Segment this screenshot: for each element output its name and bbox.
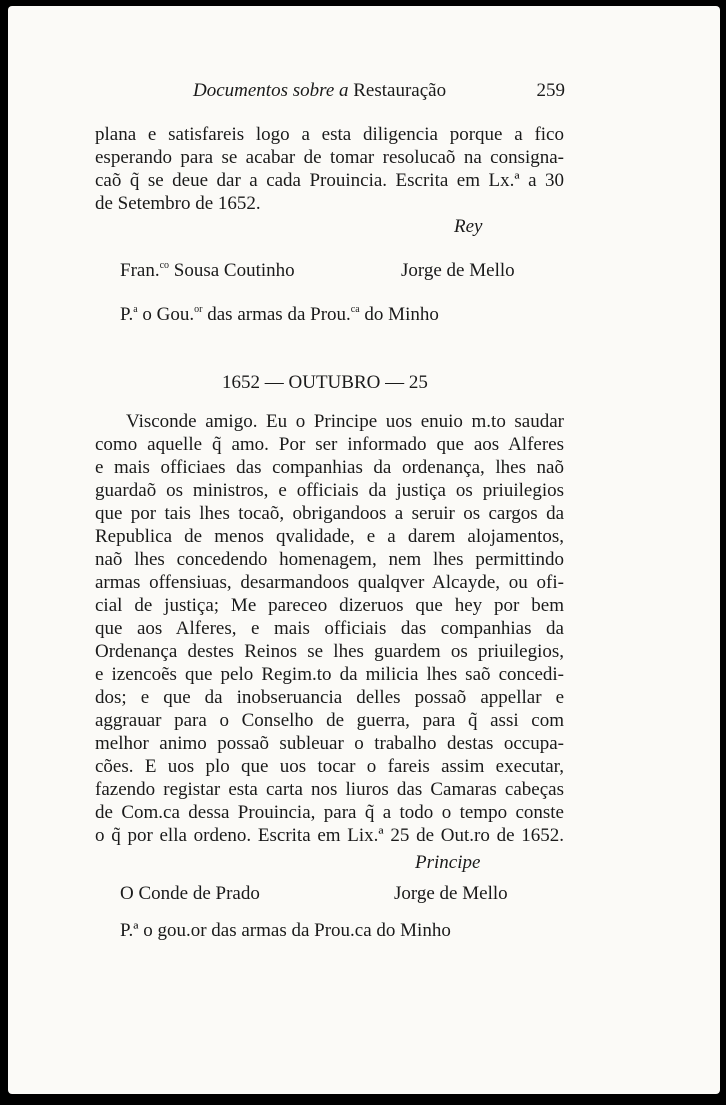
letter1-body [95,123,564,215]
letter1-signer-right: Jorge de Mello [401,260,515,281]
letter2-address: P.ª o gou.or das armas da Prou.ca do Minho [120,920,451,941]
letter2-line: dos; e que da inobseruancia delles possaõ appellar e [95,687,564,708]
letter2-body [95,410,564,847]
page-header [193,80,565,106]
letter1-line: plana e satisfareis logo a esta diligencia porque a fico [95,124,564,145]
letter2-line: cões. E uos plo que uos tocar o fareis assim executar, [95,756,564,777]
book-page [8,6,720,1094]
letter2-line: naõ lhes concedendo homenagem, nem lhes permittindo [95,549,564,570]
letter1-signer-left: Fran.$^{co}$ Sousa Coutinho [120,260,295,281]
letter2-line: que aos Alferes, e mais officiais das companhias da [95,618,564,639]
letter2-line: aggrauar para o Conselho de guerra, para q̃ assi com [95,710,564,731]
letter2-line: o q̃ por ella ordeno. Escrita em Lix.ª 25 de Out.ro de 1652. [95,825,564,846]
letter2-line: cial de justiça; Me pareceo dizeruos que hey por bem [95,595,564,616]
letter2-line: Ordenança destes Reinos se lhes guardem os priuilegios, [95,641,564,662]
letter2-line: armas offensiuas, desarmandoos qualqver Alcayde, ou ofi- [95,572,564,593]
letter2-line: e izencoẽs que pelo Regim.to da milicia lhes saõ concedi- [95,664,564,685]
letter1-address: P.$^a$ o Gou.$^{or}$ das armas da Prou.$^{ca}$ do Minho [120,304,439,325]
letter1-line: de Setembro de 1652. [95,193,261,214]
letter2-signer-left: O Conde de Prado [120,883,260,904]
date-heading: 1652 — OUTUBRO — 25 [222,372,428,393]
letter2-line: Republica de menos qvalidade, e a darem alojamentos, [95,526,564,547]
letter2-signature: Principe [415,852,481,873]
letter2-line: Visconde amigo. Eu o Principe uos enuio m.to saudar [126,411,564,432]
letter2-line: como aquelle q̃ amo. Por ser informado que aos Alferes [95,434,564,455]
letter2-line: guardaõ os ministros, e officiais da justiça os priuilegios [95,480,564,501]
page-number: 259 [536,80,565,101]
letter1-line: esperando para se acabar de tomar resolucaõ na consigna- [95,147,564,168]
letter2-line: melhor animo possaõ subleuar o trabalho destas occupa- [95,733,564,754]
running-title: Documentos sobre a Restauração [193,80,447,101]
letter2-line: e mais officiaes das companhias da ordenança, lhes naõ [95,457,564,478]
letter2-line: de Com.ca dessa Prouincia, para q̃ a todo o tempo conste [95,802,564,823]
letter2-line: que por tais lhes tocaõ, obrigandoos a seruir os cargos da [95,503,564,524]
letter2-signer-right: Jorge de Mello [394,883,508,904]
letter1-line: caõ q̃ se deue dar a cada Prouincia. Escrita em Lx.ª a 30 [95,170,564,191]
letter2-line: fazendo registar esta carta nos liuros das Camaras cabeças [95,779,564,800]
letter1-signature: Rey [454,216,483,237]
